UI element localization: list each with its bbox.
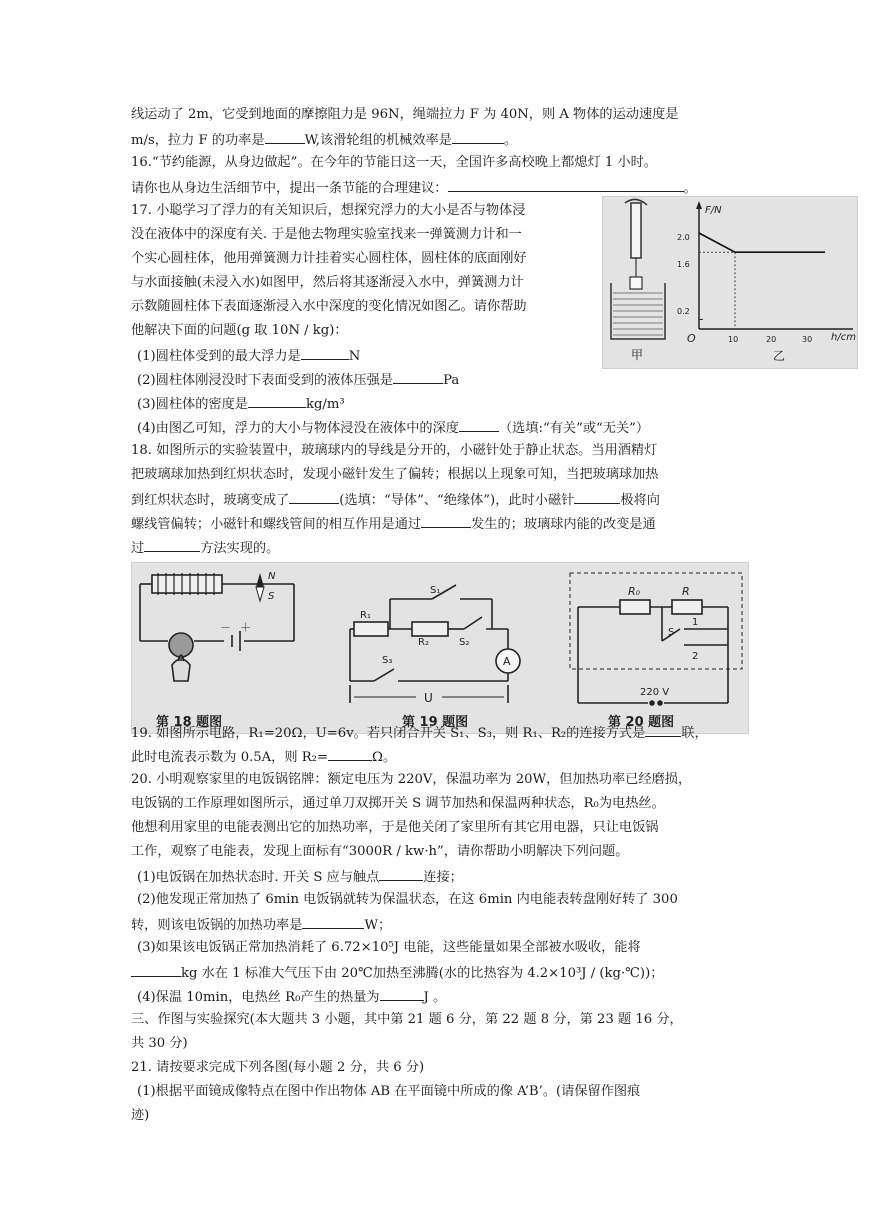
label-jia: 甲 [631, 348, 644, 362]
q17-line-6: 他解决下面的问题(g 取 10N / kg)： [131, 323, 348, 338]
q19-blank-connection[interactable] [645, 722, 681, 737]
q15-text-c: 。 [503, 133, 518, 148]
q17-p2-unit: Pa [443, 373, 460, 388]
q20-p1-tail: 连接； [423, 870, 463, 885]
q17-p3-unit: kg/m³ [306, 397, 345, 412]
y-tick-1-6: 1.6 [677, 260, 690, 269]
q17-line-5: 示数随圆柱体下表面逐渐浸入水中深度的变化情况如图乙。请你帮助 [131, 299, 527, 314]
q17-part-2 [137, 369, 459, 391]
q19-line-2 [131, 746, 396, 768]
origin-label: O [687, 332, 696, 345]
q18-line-1: 18. 如图所示的实验装置中，玻璃球内的导线是分开的，小磁针处于静止状态。当用酒精灯 [131, 443, 658, 458]
label-yi: 乙 [773, 349, 786, 363]
q20-line-4: 工作，观察了电能表，发现上面标有“3000R / kw·h”，请你帮助小明解决下列问题。 [131, 844, 629, 859]
q18-blank-pole[interactable] [574, 489, 620, 504]
fig18-n-label: N [268, 571, 276, 582]
q19-l2-tail: Ω。 [372, 750, 397, 765]
q20-p2-text: 转，则该电饭锅的加热功率是 [131, 918, 303, 933]
q16-line-1: 16.“节约能源，从身边做起”。在今年的节能日这一天，全国许多高校晚上都熄灯 1 小时。 [131, 155, 657, 170]
fig18-minus-label: － [220, 621, 231, 634]
force-depth-graph [677, 201, 856, 345]
q15-text-a: m/s，拉力 F 的功率是 [131, 133, 265, 148]
q17-blank-buoyancy[interactable] [301, 345, 349, 360]
q21-part-1a: (1)根据平面镜成像特点在图中作出物体 AB 在平面镜中所成的像 A’B’。(请保留作图痕 [137, 1084, 641, 1099]
q17-blank-pressure[interactable] [393, 369, 443, 384]
fig20-contact-2: 2 [692, 651, 699, 662]
q17-p4-text: (4)由图乙可知，浮力的大小与物体浸没在液体中的深度 [137, 421, 459, 436]
q15-text-b: W,该滑轮组的机械效率是 [304, 133, 452, 148]
q17-blank-relation[interactable] [459, 417, 499, 432]
q15-blank-efficiency[interactable] [452, 129, 504, 144]
fig19-r1-label: R₁ [360, 610, 371, 621]
x-tick-10: 10 [728, 335, 739, 344]
fig20-r-label: R [682, 585, 690, 598]
y-axis-label: F/N [705, 205, 722, 216]
q19-l1-tail: 联， [681, 726, 708, 741]
q17-line-3: 个实心圆柱体，他用弹簧测力计挂着实心圆柱体，圆柱体的底面刚好 [131, 251, 527, 266]
q18-l4-text-a: 螺线管偏转；小磁针和螺线管间的相互作用是通过 [131, 517, 422, 532]
q18-line-2: 把玻璃球加热到红炽状态时，发现小磁针发生了偏转；根据以上现象可知，当把玻璃球加热 [131, 467, 659, 482]
fig19-caption: 第 19 题图 [402, 715, 469, 730]
q17-line-4: 与水面接触(未浸入水)如图甲，然后将其逐渐浸入水中，弹簧测力计 [131, 275, 524, 290]
y-axis-arrow [696, 201, 702, 209]
q18-l4-text-b: 发生的；玻璃球内能的改变是通 [471, 517, 656, 532]
fig19-u-label: U [424, 691, 433, 705]
circuit-figures-svg [132, 563, 748, 733]
q18-l3-text-b: (选填：“导体”、“绝缘体”)，此时小磁针 [339, 493, 575, 508]
fig19-s2-label: S₂ [459, 637, 470, 648]
x-tick-30: 30 [802, 335, 813, 344]
q18-line-4 [131, 513, 656, 535]
q16-blank-suggestion[interactable] [448, 177, 684, 192]
q19-line-1 [131, 722, 708, 744]
fig18-s-label: S [268, 591, 275, 602]
fig18-plus-label: ＋ [240, 621, 251, 634]
y-tick-2-0: 2.0 [677, 233, 690, 242]
q20-part-3b [131, 962, 663, 984]
q15-line-2 [131, 129, 517, 151]
q17-p2-text: (2)圆柱体刚浸没时下表面受到的液体压强是 [137, 373, 394, 388]
force-depth-series-line [699, 233, 825, 252]
fig19-s3-label: S₃ [382, 655, 393, 666]
q20-line-2: 电饭锅的工作原理如图所示，通过单刀双掷开关 S 调节加热和保温两种状态，R₀为电热丝。 [131, 796, 665, 811]
q17-part-3 [137, 393, 345, 415]
fig19-s1-label: S₁ [430, 585, 441, 596]
q17-part-4 [137, 417, 649, 439]
q17-blank-density[interactable] [248, 393, 306, 408]
q17-line-1: 17. 小聪学习了浮力的有关知识后，想探究浮力的大小是否与物体浸 [131, 203, 526, 218]
q18-l3-text-a: 到红炽状态时，玻璃变成了 [131, 493, 290, 508]
q20-p3-text: kg 水在 1 标准大气压下由 20℃加热至沸腾(水的比热容为 4.2×10³J / (kg·℃))； [181, 966, 664, 981]
q17-line-2: 没在液体中的深度有关. 于是他去物理实验室找来一弹簧测力计和一 [131, 227, 522, 242]
fig20-caption: 第 20 题图 [608, 715, 675, 730]
fig20-contact-1: 1 [692, 617, 699, 628]
q18-l5-text-a: 过 [131, 541, 145, 556]
fig18-caption: 第 18 题图 [156, 715, 223, 730]
q19-l1-text: 19. 如图所示电路，R₁=20Ω，U=6v。若只闭合开关 S₁、S₃，则 R₁、R₂的连接方式是 [131, 726, 646, 741]
fig20-r0-label: R₀ [628, 585, 641, 598]
q20-p2-tail: W； [364, 918, 392, 933]
q20-line-3: 他想利用家里的电能表测出它的加热功率，于是他关闭了家里所有其它用电器，只让电饭锅 [131, 820, 659, 835]
q20-blank-heat[interactable] [380, 986, 424, 1001]
fig19-r2-label: R₂ [418, 637, 429, 648]
q18-blank-method[interactable] [144, 537, 200, 552]
q20-part-2a: (2)他发现正常加热了 6min 电饭锅就转为保温状态，在这 6min 内电能表转盘刚好转了 300 [137, 892, 678, 907]
q20-p1-text: (1)电饭锅在加热状态时. 开关 S 应与触点 [137, 870, 380, 885]
q16-text-b: 。 [683, 181, 697, 196]
q21-line-1: 21. 请按要求完成下列各图(每小题 2 分，共 6 分) [131, 1060, 425, 1075]
fig20-voltage-label: 220 V [640, 687, 670, 698]
q20-blank-contact[interactable] [379, 866, 423, 881]
spring-scale-apparatus [611, 199, 665, 339]
circuit-figures [131, 562, 749, 734]
q16-text-a: 请你也从身边生活细节中，提出一条节能的合理建议： [131, 181, 448, 196]
q20-part-3a: (3)如果该电饭锅正常加热消耗了 6.72×10⁵J 电能，这些能量如果全部被水吸收，能将 [137, 940, 641, 955]
fig18-solenoid-circuit [140, 573, 294, 681]
q18-line-3 [131, 489, 660, 511]
compass-needle-icon [256, 573, 264, 601]
q17-p3-text: (3)圆柱体的密度是 [137, 397, 248, 412]
q17-figure [602, 196, 858, 369]
q20-p4-text: (4)保温 10min，电热丝 R₀产生的热量为 [137, 990, 380, 1005]
q17-p4-choice: （选填:“有关”或“无关”） [499, 421, 650, 436]
fig19-resistor-circuit [350, 585, 520, 703]
q19-l2-text: 此时电流表示数为 0.5A，则 R₂= [131, 750, 329, 765]
q18-blank-conductor[interactable] [289, 489, 339, 504]
q17-part-1 [137, 345, 360, 367]
section-3-heading-line-1: 三、作图与实验探究(本大题共 3 小题，其中第 21 题 6 分，第 22 题 8 分，第 23 题 16 分， [131, 1012, 683, 1027]
q20-part-4 [137, 986, 446, 1008]
q20-part-2b [131, 914, 391, 936]
section-3-heading-line-2: 共 30 分) [131, 1036, 188, 1051]
q17-p1-text: (1)圆柱体受到的最大浮力是 [137, 349, 301, 364]
y-tick-0-2: 0.2 [677, 307, 690, 316]
q18-l5-text-b: 方法实现的。 [200, 541, 280, 556]
x-axis-label: h/cm [831, 332, 856, 343]
q18-l3-text-c: 极将向 [620, 493, 660, 508]
x-tick-20: 20 [766, 335, 777, 344]
q20-blank-power[interactable] [302, 914, 364, 929]
q20-blank-mass[interactable] [131, 962, 181, 977]
q18-line-5 [131, 537, 279, 559]
fig20-cooker-circuit [570, 573, 742, 705]
q21-part-1b: 迹) [131, 1108, 150, 1123]
q17-p1-unit: N [348, 349, 361, 364]
fig20-s-label: S [668, 627, 675, 638]
q20-part-1 [137, 866, 463, 888]
fig19-ammeter-label: A [503, 655, 511, 668]
q17-figure-svg [603, 197, 857, 368]
q15-blank-power[interactable] [265, 129, 305, 144]
q20-line-1: 20. 小明观察家里的电饭锅铭牌：额定电压为 220V，保温功率为 20W，但加热功率已经磨损， [131, 772, 692, 787]
q18-blank-field[interactable] [421, 513, 471, 528]
q20-p4-tail: J 。 [423, 990, 447, 1005]
q19-blank-r2[interactable] [328, 746, 372, 761]
q15-line-1: 线运动了 2m，它受到地面的摩擦阻力是 96N，绳端拉力 F 为 40N，则 A 物体的运动速度是 [131, 107, 679, 122]
